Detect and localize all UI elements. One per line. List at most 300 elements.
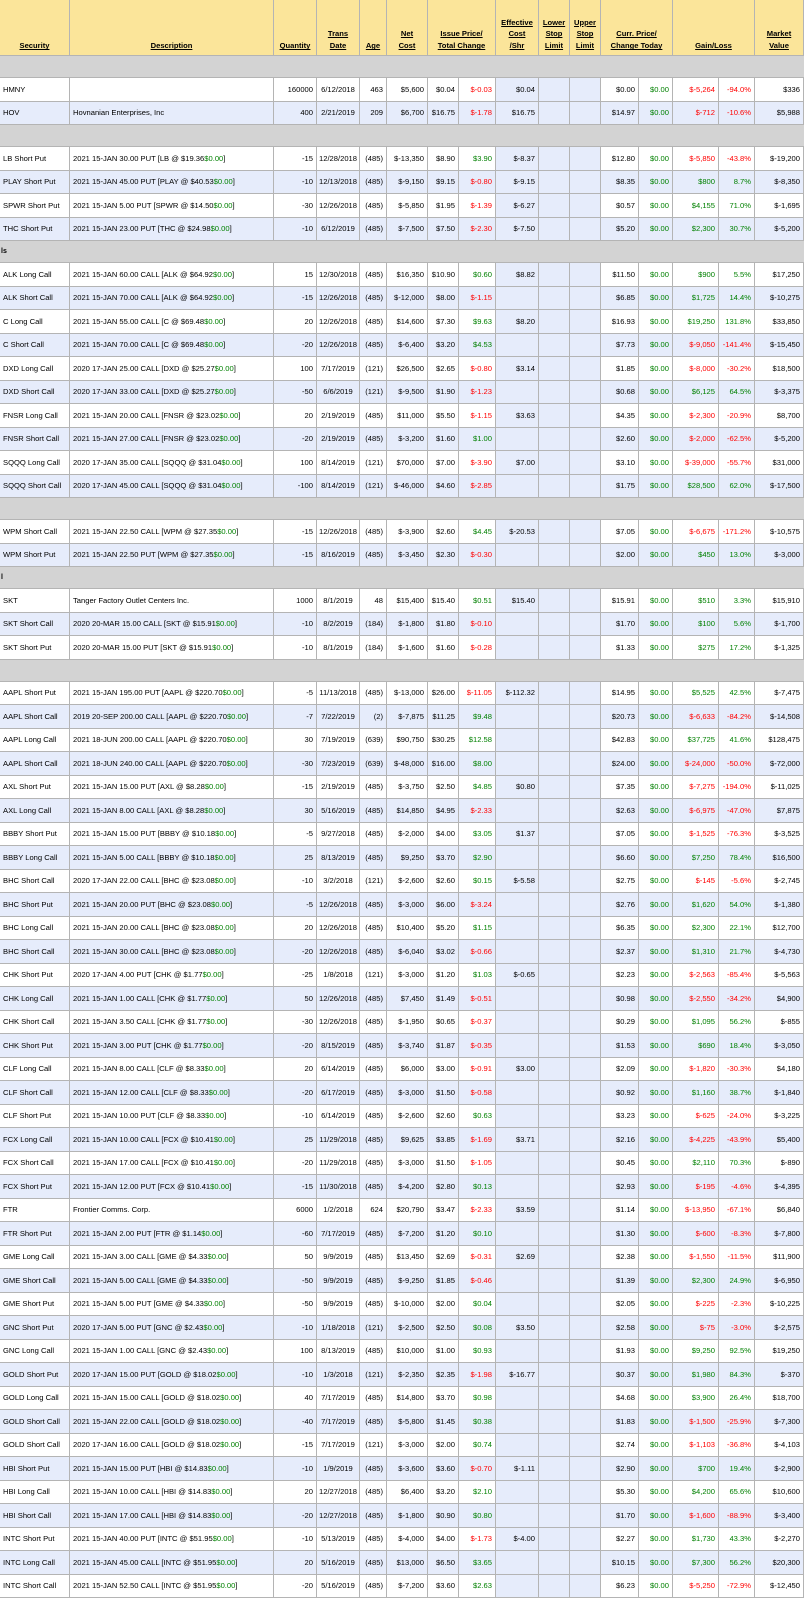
cell-quantity: -10 — [274, 613, 317, 637]
cell-upper-stop — [570, 1058, 601, 1082]
cell-gain-loss-pct: 17.2% — [719, 636, 755, 660]
option-contract-text: 2021 15-JAN 15.00 PUT [HBI @ $14.83 — [73, 1463, 208, 1473]
cell-description: 2021 15-JAN 5.00 PUT [GME @ $4.33 $0.00 ] — [70, 1293, 274, 1317]
cell-market-value: $-11,025 — [755, 776, 804, 800]
cell-trans-date: 7/17/2019 — [317, 1410, 360, 1434]
cell-total-change: $0.15 — [459, 870, 496, 894]
cell-gain-loss-pct: 78.4% — [719, 846, 755, 870]
header-security[interactable]: Security — [0, 0, 70, 56]
table-row[interactable] — [0, 147, 804, 171]
table-row[interactable] — [0, 520, 804, 544]
table-row[interactable] — [0, 171, 804, 195]
cell-description: Frontier Comms. Corp. — [70, 1199, 274, 1223]
cell-market-value: $-3,525 — [755, 823, 804, 847]
cell-curr-price: $6.23 — [601, 1575, 639, 1599]
cell-age: (121) — [360, 475, 387, 499]
cell-age: (485) — [360, 1481, 387, 1505]
table-row[interactable] — [0, 544, 804, 568]
cell-market-value: $15,910 — [755, 589, 804, 613]
cell-gain-loss: $-5,850 — [673, 147, 719, 171]
table-row[interactable] — [0, 428, 804, 452]
table-row[interactable] — [0, 1105, 804, 1129]
table-row[interactable] — [0, 705, 804, 729]
cell-upper-stop — [570, 194, 601, 218]
cell-total-change: $2.63 — [459, 1575, 496, 1599]
cell-net-cost: $-2,600 — [387, 1105, 428, 1129]
cell-net-cost: $-3,900 — [387, 520, 428, 544]
cell-gain-loss: $-1,500 — [673, 1410, 719, 1434]
header-issue-price[interactable]: Issue Price/ Total Change — [428, 0, 496, 56]
cell-upper-stop — [570, 334, 601, 358]
cell-total-change: $0.51 — [459, 589, 496, 613]
cell-issue-price: $1.20 — [428, 964, 459, 988]
cell-gain-loss-pct: 65.6% — [719, 1481, 755, 1505]
underlying-change: $0.00 — [213, 269, 233, 279]
table-row[interactable] — [0, 636, 804, 660]
cell-total-change: $1.03 — [459, 964, 496, 988]
cell-gain-loss: $-712 — [673, 102, 719, 126]
cell-trans-date: 9/9/2019 — [317, 1246, 360, 1270]
option-contract-text: 2021 15-JAN 5.00 CALL [BBBY @ $10.18 — [73, 852, 215, 862]
table-row[interactable] — [0, 218, 804, 242]
cell-gain-loss: $2,300 — [673, 1269, 719, 1293]
cell-lower-stop — [539, 1293, 570, 1317]
underlying-change: $0.00 — [226, 758, 246, 768]
cell-upper-stop — [570, 78, 601, 102]
cell-total-change: $12.58 — [459, 729, 496, 753]
option-contract-text: 2021 15-JAN 12.00 CALL [CLF @ $8.33 — [73, 1087, 209, 1097]
cell-description: 2021 15-JAN 1.00 CALL [CHK @ $1.77 $0.00 ] — [70, 987, 274, 1011]
cell-net-cost: $-13,350 — [387, 147, 428, 171]
cell-upper-stop — [570, 1528, 601, 1552]
cell-trans-date: 1/9/2019 — [317, 1457, 360, 1481]
underlying-change: $0.00 — [204, 782, 224, 792]
section-label — [0, 56, 804, 78]
cell-gain-loss-pct: 14.4% — [719, 287, 755, 311]
table-row[interactable] — [0, 823, 804, 847]
table-row[interactable] — [0, 1199, 804, 1223]
section-label: ls — [0, 241, 804, 263]
table-row[interactable] — [0, 682, 804, 706]
table-row[interactable] — [0, 613, 804, 637]
cell-change-today: $0.00 — [639, 218, 673, 242]
cell-effective-cost — [496, 1152, 539, 1176]
table-row[interactable] — [0, 263, 804, 287]
cell-gain-loss: $3,900 — [673, 1387, 719, 1411]
cell-market-value: $18,700 — [755, 1387, 804, 1411]
underlying-change: $0.00 — [213, 1134, 233, 1144]
cell-curr-price: $0.98 — [601, 987, 639, 1011]
cell-change-today: $0.00 — [639, 917, 673, 941]
cell-description: 2020 17-JAN 5.00 PUT [GNC @ $2.43 $0.00 ] — [70, 1316, 274, 1340]
option-contract-text: 2021 15-JAN 70.00 CALL [C @ $69.48 — [73, 340, 205, 350]
underlying-change: $0.00 — [214, 363, 234, 373]
cell-curr-price: $5.20 — [601, 218, 639, 242]
cell-lower-stop — [539, 1363, 570, 1387]
cell-age: 463 — [360, 78, 387, 102]
table-row[interactable] — [0, 1316, 804, 1340]
cell-description: 2021 15-JAN 8.00 CALL [AXL @ $8.28 $0.00 ] — [70, 799, 274, 823]
option-contract-text: 2021 18-JUN 200.00 CALL [AAPL @ $220.70 — [73, 735, 227, 745]
table-row[interactable] — [0, 1363, 804, 1387]
table-row[interactable] — [0, 1434, 804, 1458]
cell-gain-loss: $510 — [673, 589, 719, 613]
cell-total-change: $4.85 — [459, 776, 496, 800]
table-row[interactable] — [0, 752, 804, 776]
cell-upper-stop — [570, 705, 601, 729]
header-upper-stop[interactable]: Upper Stop Limit — [570, 0, 601, 56]
cell-security: GNC Long Call — [0, 1340, 70, 1364]
cell-age: (485) — [360, 310, 387, 334]
cell-issue-price: $3.70 — [428, 846, 459, 870]
cell-net-cost: $-5,850 — [387, 194, 428, 218]
table-row[interactable] — [0, 1575, 804, 1599]
cell-quantity: -15 — [274, 287, 317, 311]
cell-curr-price: $1.30 — [601, 1222, 639, 1246]
table-row[interactable] — [0, 1457, 804, 1481]
table-row[interactable] — [0, 987, 804, 1011]
table-row[interactable] — [0, 870, 804, 894]
cell-market-value: $6,840 — [755, 1199, 804, 1223]
cell-effective-cost — [496, 1293, 539, 1317]
option-contract-text: 2021 15-JAN 3.00 CALL [GME @ $4.33 — [73, 1252, 208, 1262]
cell-lower-stop — [539, 171, 570, 195]
cell-effective-cost: $-16.77 — [496, 1363, 539, 1387]
cell-market-value: $-855 — [755, 1011, 804, 1035]
cell-description: 2021 15-JAN 20.00 CALL [FNSR @ $23.02 $0.00 ] — [70, 404, 274, 428]
cell-trans-date: 6/14/2019 — [317, 1058, 360, 1082]
header-description[interactable]: Description — [70, 0, 274, 56]
cell-market-value: $-5,200 — [755, 428, 804, 452]
cell-trans-date: 6/12/2018 — [317, 78, 360, 102]
cell-net-cost: $-13,000 — [387, 682, 428, 706]
cell-market-value: $-10,275 — [755, 287, 804, 311]
cell-total-change: $-2.33 — [459, 799, 496, 823]
underlying-change: $0.00 — [221, 457, 241, 467]
cell-lower-stop — [539, 1128, 570, 1152]
cell-gain-loss-pct: 54.0% — [719, 893, 755, 917]
cell-lower-stop — [539, 1340, 570, 1364]
cell-quantity: -10 — [274, 1457, 317, 1481]
cell-gain-loss-pct: 8.7% — [719, 171, 755, 195]
table-row[interactable] — [0, 1293, 804, 1317]
section-label — [0, 660, 804, 682]
cell-trans-date: 12/26/2018 — [317, 917, 360, 941]
cell-trans-date: 5/13/2019 — [317, 1528, 360, 1552]
cell-effective-cost: $3.14 — [496, 357, 539, 381]
option-contract-text: 2021 15-JAN 27.00 CALL [FNSR @ $23.02 — [73, 434, 220, 444]
cell-gain-loss-pct: -43.9% — [719, 1128, 755, 1152]
underlying-change: $0.00 — [204, 316, 224, 326]
option-contract-text: 2020 17-JAN 33.00 CALL [DXD @ $25.27 — [73, 387, 215, 397]
table-row[interactable] — [0, 846, 804, 870]
underlying-change: $0.00 — [214, 946, 234, 956]
cell-gain-loss-pct: 64.5% — [719, 381, 755, 405]
cell-gain-loss-pct: -34.2% — [719, 987, 755, 1011]
table-row[interactable] — [0, 451, 804, 475]
cell-gain-loss-pct: -30.2% — [719, 357, 755, 381]
underlying-change: $0.00 — [216, 1369, 236, 1379]
cell-net-cost: $-3,000 — [387, 1152, 428, 1176]
cell-trans-date: 12/26/2018 — [317, 940, 360, 964]
cell-market-value: $12,700 — [755, 917, 804, 941]
cell-gain-loss: $275 — [673, 636, 719, 660]
cell-trans-date: 11/29/2018 — [317, 1128, 360, 1152]
cell-net-cost: $-3,200 — [387, 428, 428, 452]
cell-security: SQQQ Short Call — [0, 475, 70, 499]
cell-gain-loss-pct: -94.0% — [719, 78, 755, 102]
header-net-cost[interactable]: Net Cost — [387, 0, 428, 56]
table-row[interactable] — [0, 940, 804, 964]
table-row[interactable] — [0, 1128, 804, 1152]
cell-market-value: $-1,695 — [755, 194, 804, 218]
cell-change-today: $0.00 — [639, 1105, 673, 1129]
cell-gain-loss: $-625 — [673, 1105, 719, 1129]
underlying-change: $0.00 — [213, 200, 233, 210]
cell-net-cost: $70,000 — [387, 451, 428, 475]
table-row[interactable] — [0, 799, 804, 823]
table-row[interactable] — [0, 1269, 804, 1293]
cell-age: (485) — [360, 1105, 387, 1129]
header-effective-cost[interactable]: Effective Cost /Shr — [496, 0, 539, 56]
table-row[interactable] — [0, 1340, 804, 1364]
table-row[interactable] — [0, 776, 804, 800]
cell-age: (485) — [360, 1128, 387, 1152]
underlying-change: $0.00 — [213, 550, 233, 560]
table-header — [0, 0, 804, 56]
cell-issue-price: $2.35 — [428, 1363, 459, 1387]
table-row[interactable] — [0, 287, 804, 311]
table-row[interactable] — [0, 194, 804, 218]
cell-total-change: $-3.90 — [459, 451, 496, 475]
cell-effective-cost: $-9.15 — [496, 171, 539, 195]
table-row[interactable] — [0, 1034, 804, 1058]
table-row[interactable] — [0, 1504, 804, 1528]
cell-trans-date: 1/2/2018 — [317, 1199, 360, 1223]
cell-age: (485) — [360, 1058, 387, 1082]
cell-upper-stop — [570, 1387, 601, 1411]
table-row[interactable] — [0, 893, 804, 917]
option-contract-text: 2021 15-JAN 17.00 CALL [HBI @ $14.83 — [73, 1510, 212, 1520]
header-trans-date[interactable]: Trans Date — [317, 0, 360, 56]
cell-gain-loss: $4,200 — [673, 1481, 719, 1505]
cell-gain-loss: $-1,103 — [673, 1434, 719, 1458]
header-market-value[interactable]: Market Value — [755, 0, 804, 56]
cell-change-today: $0.00 — [639, 799, 673, 823]
cell-lower-stop — [539, 1481, 570, 1505]
cell-gain-loss-pct: -72.9% — [719, 1575, 755, 1599]
cell-age: (639) — [360, 729, 387, 753]
cell-effective-cost: $3.50 — [496, 1316, 539, 1340]
cell-issue-price: $7.00 — [428, 451, 459, 475]
cell-description: 2020 17-JAN 45.00 CALL [SQQQ @ $31.04 $0.00 ] — [70, 475, 274, 499]
cell-lower-stop — [539, 1269, 570, 1293]
cell-net-cost: $-9,250 — [387, 1269, 428, 1293]
cell-upper-stop — [570, 1128, 601, 1152]
table-row[interactable] — [0, 1481, 804, 1505]
cell-effective-cost: $-6.27 — [496, 194, 539, 218]
table-row[interactable] — [0, 404, 804, 428]
cell-age: (121) — [360, 1316, 387, 1340]
cell-age: (485) — [360, 1340, 387, 1364]
cell-gain-loss-pct: -36.8% — [719, 1434, 755, 1458]
cell-effective-cost — [496, 1011, 539, 1035]
cell-curr-price: $15.91 — [601, 589, 639, 613]
table-row[interactable] — [0, 1058, 804, 1082]
cell-security: BBBY Short Put — [0, 823, 70, 847]
cell-trans-date: 8/13/2019 — [317, 846, 360, 870]
cell-total-change: $-1.98 — [459, 1363, 496, 1387]
cell-issue-price: $11.25 — [428, 705, 459, 729]
cell-quantity: -20 — [274, 1152, 317, 1176]
cell-upper-stop — [570, 870, 601, 894]
table-row[interactable] — [0, 1387, 804, 1411]
option-contract-text: 2020 20-MAR 15.00 PUT [SKT @ $15.91 — [73, 642, 213, 652]
table-row[interactable] — [0, 1528, 804, 1552]
table-row[interactable] — [0, 917, 804, 941]
cell-issue-price: $3.02 — [428, 940, 459, 964]
cell-total-change: $-2.30 — [459, 218, 496, 242]
cell-gain-loss: $-2,550 — [673, 987, 719, 1011]
cell-gain-loss-pct: -8.3% — [719, 1222, 755, 1246]
cell-lower-stop — [539, 589, 570, 613]
cell-security: SQQQ Long Call — [0, 451, 70, 475]
underlying-change: $0.00 — [210, 1181, 230, 1191]
cell-net-cost: $-1,800 — [387, 1504, 428, 1528]
table-row[interactable] — [0, 1011, 804, 1035]
cell-gain-loss: $-2,000 — [673, 428, 719, 452]
cell-gain-loss: $6,125 — [673, 381, 719, 405]
cell-security: SPWR Short Put — [0, 194, 70, 218]
cell-age: 48 — [360, 589, 387, 613]
cell-gain-loss: $7,300 — [673, 1551, 719, 1575]
table-row[interactable] — [0, 1410, 804, 1434]
section-separator — [0, 56, 804, 78]
cell-security: FTR Short Put — [0, 1222, 70, 1246]
cell-market-value: $20,300 — [755, 1551, 804, 1575]
section-separator — [0, 125, 804, 147]
cell-upper-stop — [570, 1269, 601, 1293]
table-row[interactable] — [0, 357, 804, 381]
cell-upper-stop — [570, 1481, 601, 1505]
underlying-change: $0.00 — [213, 293, 233, 303]
header-curr-price[interactable]: Curr. Price/ Change Today — [601, 0, 673, 56]
cell-description: 2021 15-JAN 3.00 PUT [CHK @ $1.77 $0.00 ] — [70, 1034, 274, 1058]
table-row[interactable] — [0, 1081, 804, 1105]
cell-change-today: $0.00 — [639, 1316, 673, 1340]
header-quantity[interactable]: Quantity — [274, 0, 317, 56]
table-row[interactable] — [0, 1246, 804, 1270]
cell-issue-price: $2.60 — [428, 870, 459, 894]
cell-age: (485) — [360, 334, 387, 358]
table-row[interactable] — [0, 964, 804, 988]
underlying-change: $0.00 — [203, 1322, 223, 1332]
cell-age: (121) — [360, 1363, 387, 1387]
cell-upper-stop — [570, 520, 601, 544]
table-row[interactable] — [0, 1175, 804, 1199]
cell-curr-price: $2.75 — [601, 870, 639, 894]
cell-description: 2021 15-JAN 22.50 CALL [WPM @ $27.35 $0.00 ] — [70, 520, 274, 544]
cell-issue-price: $2.80 — [428, 1175, 459, 1199]
cell-total-change: $-0.35 — [459, 1034, 496, 1058]
cell-curr-price: $2.93 — [601, 1175, 639, 1199]
table-row[interactable] — [0, 1551, 804, 1575]
cell-security: INTC Long Call — [0, 1551, 70, 1575]
underlying-change: $0.00 — [226, 711, 246, 721]
cell-gain-loss-pct: 19.4% — [719, 1457, 755, 1481]
cell-issue-price: $0.90 — [428, 1504, 459, 1528]
table-row[interactable] — [0, 102, 804, 126]
option-contract-text: 2021 15-JAN 12.00 PUT [FCX @ $10.41 — [73, 1181, 211, 1191]
cell-market-value: $10,600 — [755, 1481, 804, 1505]
header-lower-stop[interactable]: Lower Stop Limit — [539, 0, 570, 56]
table-row[interactable] — [0, 78, 804, 102]
option-contract-text: 2020 20-MAR 15.00 CALL [SKT @ $15.91 — [73, 619, 216, 629]
table-row[interactable] — [0, 1222, 804, 1246]
cell-curr-price: $7.35 — [601, 776, 639, 800]
table-row[interactable] — [0, 334, 804, 358]
cell-gain-loss: $-600 — [673, 1222, 719, 1246]
cell-quantity: -20 — [274, 428, 317, 452]
cell-lower-stop — [539, 1011, 570, 1035]
cell-trans-date: 9/9/2019 — [317, 1269, 360, 1293]
cell-gain-loss: $690 — [673, 1034, 719, 1058]
table-row[interactable] — [0, 729, 804, 753]
underlying-change: $0.00 — [213, 1158, 233, 1168]
cell-lower-stop — [539, 964, 570, 988]
cell-quantity: 400 — [274, 102, 317, 126]
cell-description: 2021 15-JAN 5.00 CALL [GME @ $4.33 $0.00 ] — [70, 1269, 274, 1293]
cell-effective-cost — [496, 893, 539, 917]
cell-gain-loss-pct: 41.6% — [719, 729, 755, 753]
table-row[interactable] — [0, 1152, 804, 1176]
cell-trans-date: 12/26/2018 — [317, 194, 360, 218]
cell-market-value: $-3,225 — [755, 1105, 804, 1129]
cell-upper-stop — [570, 1434, 601, 1458]
header-gain-loss[interactable]: Gain/Loss — [673, 0, 755, 56]
cell-lower-stop — [539, 1222, 570, 1246]
cell-description: 2021 15-JAN 20.00 CALL [BHC @ $23.08 $0.00 ] — [70, 917, 274, 941]
cell-curr-price: $7.73 — [601, 334, 639, 358]
cell-curr-price: $2.63 — [601, 799, 639, 823]
cell-security: BHC Short Call — [0, 940, 70, 964]
cell-trans-date: 8/1/2019 — [317, 636, 360, 660]
table-row[interactable] — [0, 589, 804, 613]
cell-lower-stop — [539, 1105, 570, 1129]
cell-issue-price: $0.65 — [428, 1011, 459, 1035]
cell-upper-stop — [570, 893, 601, 917]
table-row[interactable] — [0, 475, 804, 499]
cell-description: 2021 15-JAN 30.00 CALL [BHC @ $23.08 $0.00 ] — [70, 940, 274, 964]
cell-net-cost: $-2,350 — [387, 1363, 428, 1387]
cell-gain-loss: $700 — [673, 1457, 719, 1481]
cell-security: HBI Long Call — [0, 1481, 70, 1505]
cell-curr-price: $1.83 — [601, 1410, 639, 1434]
cell-trans-date: 11/13/2018 — [317, 682, 360, 706]
table-row[interactable] — [0, 310, 804, 334]
cell-lower-stop — [539, 1152, 570, 1176]
option-contract-text: 2021 15-JAN 45.00 CALL [INTC @ $51.95 — [73, 1557, 217, 1567]
cell-gain-loss-pct: -24.0% — [719, 1105, 755, 1129]
cell-security: WPM Short Call — [0, 520, 70, 544]
cell-trans-date: 12/30/2018 — [317, 263, 360, 287]
table-row[interactable] — [0, 381, 804, 405]
cell-issue-price: $3.60 — [428, 1457, 459, 1481]
header-age[interactable]: Age — [360, 0, 387, 56]
cell-market-value: $-5,200 — [755, 218, 804, 242]
cell-change-today: $0.00 — [639, 1504, 673, 1528]
cell-market-value: $11,900 — [755, 1246, 804, 1270]
